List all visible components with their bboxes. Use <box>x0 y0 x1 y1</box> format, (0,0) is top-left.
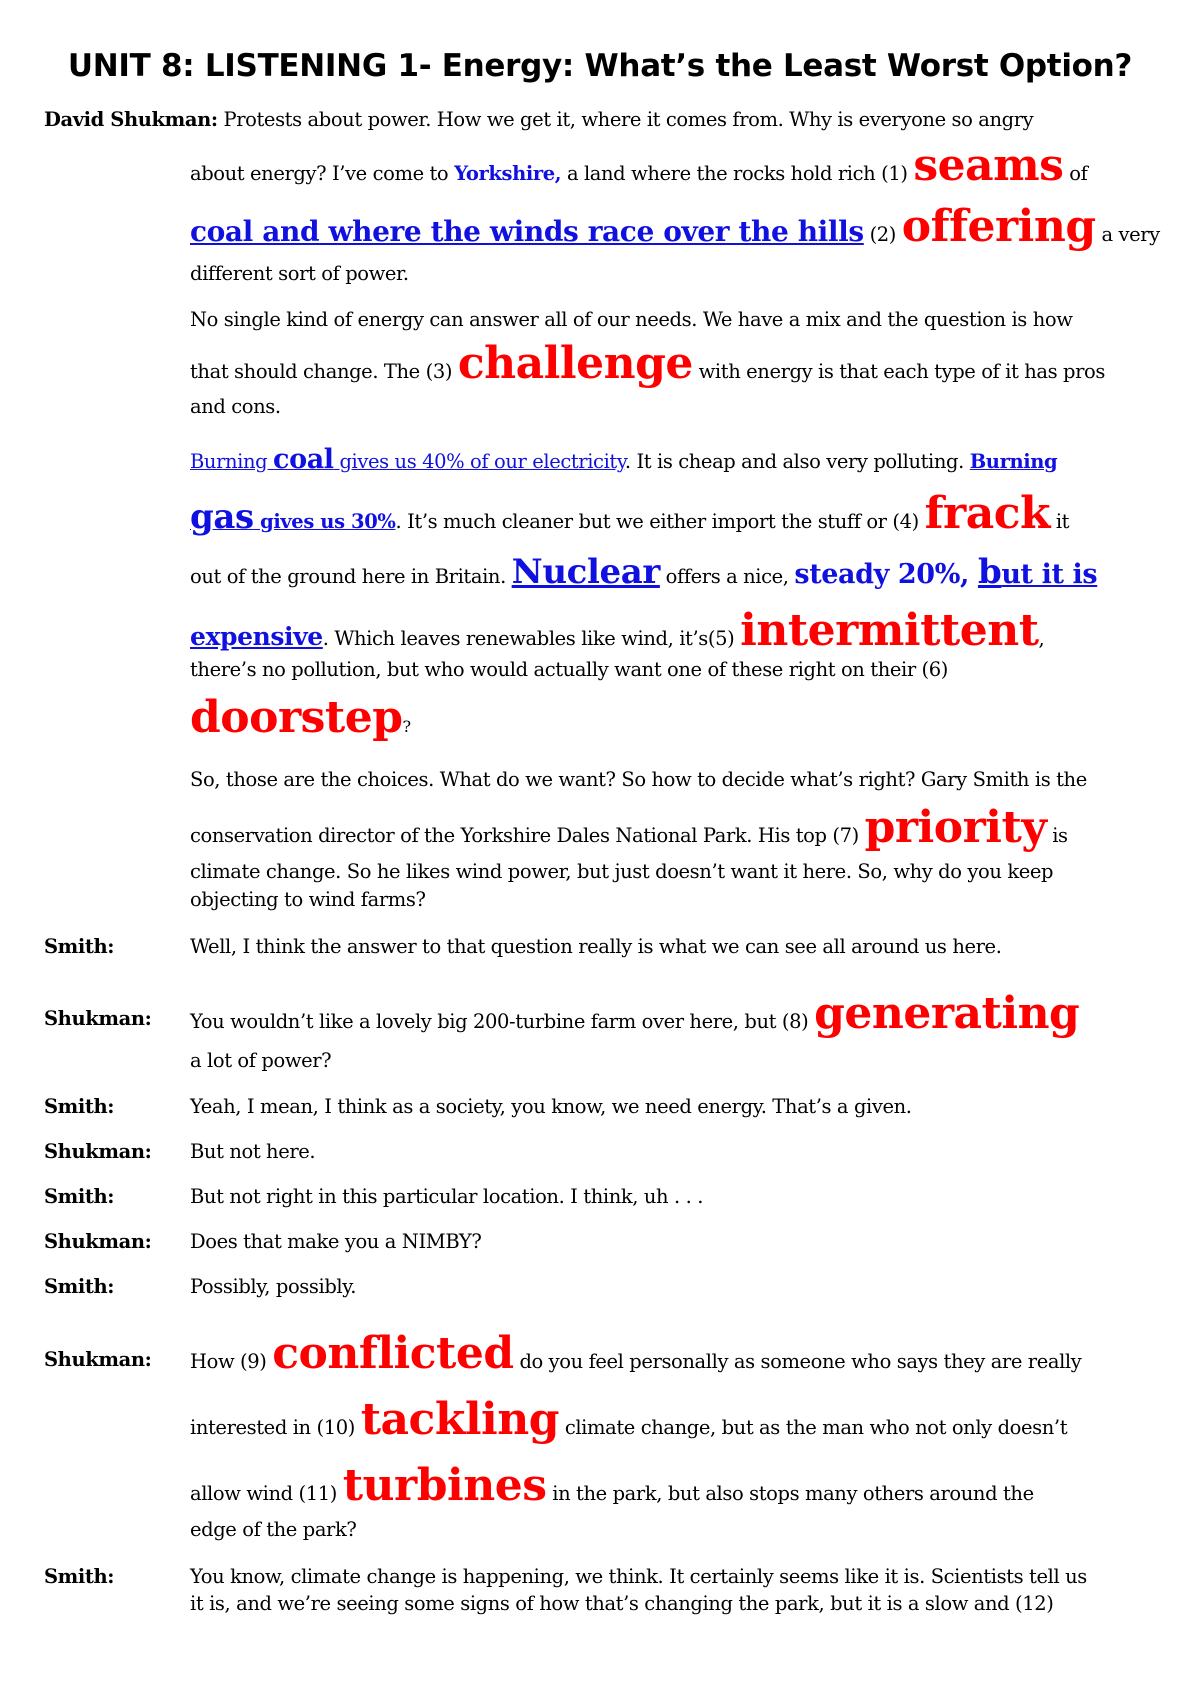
highlight-gas: gas gives us 30% <box>190 497 396 537</box>
p4-line-3: climate change. So he likes wind power, but just doesn’t want it here. So, why do you keep <box>190 860 1054 883</box>
text: How (9) <box>190 1350 273 1373</box>
dialogue-9-line-1: You know, climate change is happening, we think. It certainly seems like it is. Scientists tell us <box>190 1565 1087 1588</box>
answer-1: seams <box>913 140 1064 191</box>
speaker-shukman-full: David Shukman: <box>44 108 218 131</box>
speaker-smith: Smith: <box>44 1275 115 1298</box>
highlight-but-it-is: ut it is <box>1001 559 1098 590</box>
answer-10: tackling <box>360 1394 560 1445</box>
p3-line-1 <box>190 442 1057 480</box>
highlight-b: b <box>977 552 1002 592</box>
dialogue-8-line-2 <box>190 1392 1067 1456</box>
text: . It is cheap and also very polluting. <box>624 450 970 473</box>
p3-line-5: there’s no pollution, but who would actually want one of these right on their (6) <box>190 658 948 681</box>
text: is <box>1046 824 1068 847</box>
text: climate change, but as the man who not only doesn’t <box>559 1416 1068 1439</box>
text: . It’s much cleaner but we either import the stuff or (4) <box>395 510 925 533</box>
dialogue-8-line-3 <box>190 1458 1034 1522</box>
speaker-smith: Smith: <box>44 935 115 958</box>
dialogue-8-line-1 <box>190 1326 1081 1390</box>
answer-3: challenge <box>457 338 693 389</box>
dialogue-8-line-4: edge of the park? <box>190 1518 357 1541</box>
p4-line-4: objecting to wind farms? <box>190 888 426 911</box>
text: You wouldn’t like a lovely big 200-turbine farm over here, but (8) <box>190 1010 815 1033</box>
text: . Which leaves renewables like wind, it’s(5) <box>322 627 741 650</box>
highlight-burning: Burning <box>969 450 1058 473</box>
answer-5: intermittent <box>740 605 1039 656</box>
answer-2: offering <box>901 201 1096 252</box>
dialogue-4: But not here. <box>190 1140 316 1163</box>
speaker-shukman: Shukman: <box>44 1007 152 1030</box>
p3-line-4 <box>190 606 1044 664</box>
dialogue-2-line-2: a lot of power? <box>190 1049 332 1072</box>
answer-8: generating <box>814 988 1080 1039</box>
dialogue-1: Well, I think the answer to that question really is what we can see all around us here. <box>190 935 1002 958</box>
text: with energy is that each type of it has pros <box>692 360 1105 383</box>
dialogue-3: Yeah, I mean, I think as a society, you know, we need energy. That’s a given. <box>190 1095 912 1118</box>
text: a land where the rocks hold rich (1) <box>561 162 914 185</box>
p2-line-1: No single kind of energy can answer all of our needs. We have a mix and the question is how <box>190 308 1073 331</box>
highlight-coal-winds: coal and where the winds race over the hills <box>190 215 864 248</box>
text: , <box>1038 627 1045 650</box>
page-title: UNIT 8: LISTENING 1- Energy: What’s the Least Worst Option? <box>67 48 1133 84</box>
text: it <box>1050 510 1070 533</box>
dialogue-9-line-2: it is, and we’re seeing some signs of how that’s changing the park, but it is a slow and (12) <box>190 1592 1054 1615</box>
highlight-expensive: expensive <box>190 622 323 651</box>
p3-line-2 <box>190 486 1069 550</box>
speaker-shukman: Shukman: <box>44 1230 152 1253</box>
p4-line-1: So, those are the choices. What do we want? So how to decide what’s right? Gary Smith is the <box>190 768 1087 791</box>
text: conservation director of the Yorkshire Dales National Park. His top (7) <box>190 824 865 847</box>
highlight-nuclear: Nuclear <box>511 552 660 592</box>
text: (2) <box>863 223 902 246</box>
answer-7: priority <box>864 802 1047 853</box>
intro-line-4: different sort of power. <box>190 262 409 285</box>
speaker-smith: Smith: <box>44 1185 115 1208</box>
text: allow wind (11) <box>190 1482 343 1505</box>
text: ? <box>402 717 411 736</box>
text: interested in (10) <box>190 1416 361 1439</box>
intro-line-1 <box>44 108 1033 131</box>
speaker-smith: Smith: <box>44 1565 115 1588</box>
dialogue-5: But not right in this particular location. I think, uh . . . <box>190 1185 703 1208</box>
text: that should change. The (3) <box>190 360 458 383</box>
text: of <box>1063 162 1088 185</box>
speaker-smith: Smith: <box>44 1095 115 1118</box>
answer-9: conflicted <box>272 1328 514 1379</box>
p3-line-3 <box>190 550 1097 599</box>
p4-line-2 <box>190 800 1068 864</box>
intro-line-2 <box>190 136 1087 204</box>
intro-line-3 <box>190 200 1160 262</box>
speaker-shukman: Shukman: <box>44 1348 152 1371</box>
p3-line-6 <box>190 690 411 755</box>
text: out of the ground here in Britain. <box>190 565 512 588</box>
answer-11: turbines <box>342 1460 547 1511</box>
answer-6: doorstep <box>190 692 403 743</box>
dialogue-6: Does that make you a NIMBY? <box>190 1230 482 1253</box>
text: Protests about power. How we get it, where it comes from. Why is everyone so angry <box>223 108 1034 131</box>
p2-line-3: and cons. <box>190 395 281 418</box>
text: a very <box>1095 223 1160 246</box>
speaker-shukman: Shukman: <box>44 1140 152 1163</box>
text: in the park, but also stops many others around the <box>546 1482 1034 1505</box>
dialogue-7: Possibly, possibly. <box>190 1275 357 1298</box>
answer-4: frack <box>924 488 1051 539</box>
text: about energy? I’ve come to <box>190 162 455 185</box>
text: do you feel personally as someone who says they are really <box>513 1350 1082 1373</box>
highlight-yorkshire: Yorkshire, <box>454 162 562 185</box>
text: offers a nice, <box>659 565 795 588</box>
p2-line-2 <box>190 336 1105 400</box>
highlight-steady: steady 20%, <box>794 559 978 590</box>
dialogue-2-line-1 <box>190 986 1079 1050</box>
highlight-burning-coal: Burning coal gives us 40% of our electricity <box>190 444 625 475</box>
